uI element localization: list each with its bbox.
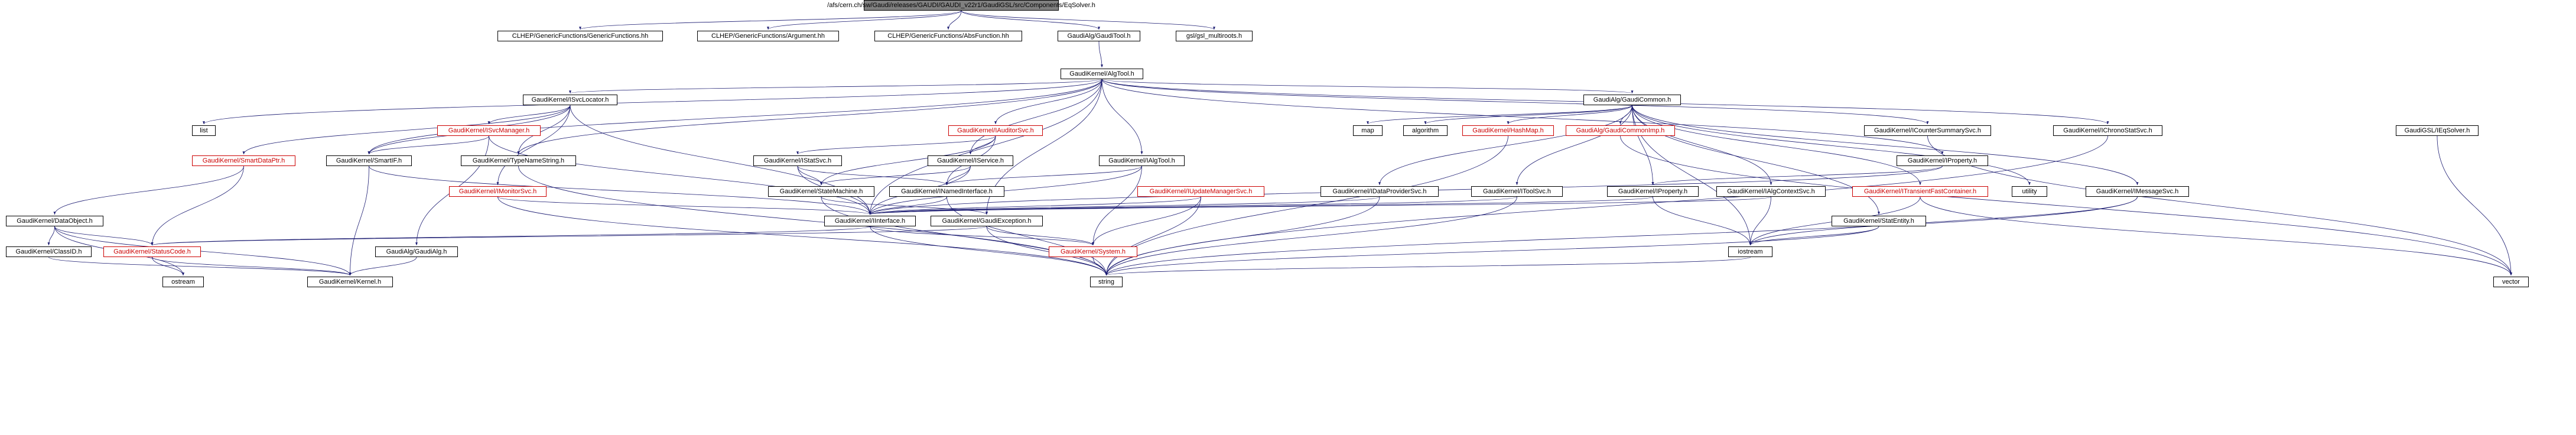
graph-edge: [961, 11, 1099, 30]
graph-edge: [987, 226, 1093, 245]
graph-edge: [1632, 105, 2138, 185]
graph-edge: [55, 226, 152, 245]
graph-node-label: GaudiKernel/IAuditorSvc.h: [957, 126, 1034, 134]
graph-node-label: GaudiKernel/ClassID.h: [15, 248, 82, 255]
graph-node[interactable]: [375, 246, 458, 257]
graph-edge: [821, 166, 971, 185]
graph-node[interactable]: [1852, 186, 1988, 197]
graph-node[interactable]: [1583, 95, 1681, 105]
graph-edge: [55, 226, 350, 275]
graph-edge: [971, 79, 1102, 154]
graph-edge: [798, 166, 947, 185]
graph-node-label: GaudiKernel/AlgTool.h: [1069, 70, 1134, 77]
graph-node[interactable]: [6, 216, 103, 226]
graph-node[interactable]: [1471, 186, 1563, 197]
graph-node[interactable]: [1716, 186, 1826, 197]
graph-edge: [1653, 166, 1943, 185]
graph-edge: [55, 166, 244, 215]
graph-node[interactable]: [1099, 155, 1185, 166]
graph-node[interactable]: [461, 155, 576, 166]
graph-node-label: GaudiKernel/IStatSvc.h: [763, 157, 832, 164]
graph-edge: [1751, 226, 1879, 245]
graph-edge: [1928, 136, 2512, 275]
graph-node[interactable]: [449, 186, 547, 197]
graph-node-label: GaudiAlg/GaudiTool.h: [1067, 32, 1131, 40]
graph-node[interactable]: [768, 186, 874, 197]
graph-node[interactable]: [824, 216, 916, 226]
graph-edge: [1653, 197, 1751, 245]
graph-node-label: GaudiKernel/IDataProviderSvc.h: [1332, 187, 1427, 195]
graph-edge: [1102, 79, 1943, 154]
graph-node-label: GaudiKernel/IInterface.h: [834, 217, 906, 225]
graph-node-label: GaudiKernel/IProperty.h: [1618, 187, 1688, 195]
graph-edge: [870, 197, 1771, 215]
graph-edge: [1107, 197, 1380, 275]
graph-edge: [947, 166, 1142, 185]
graph-node-label: string: [1098, 278, 1114, 285]
graph-edge: [947, 197, 1107, 275]
graph-edge: [1107, 197, 1201, 275]
graph-node[interactable]: [2086, 186, 2189, 197]
graph-node[interactable]: [948, 125, 1043, 136]
graph-node[interactable]: [1058, 31, 1140, 41]
graph-node-label: GaudiKernel/ICounterSummarySvc.h: [1874, 126, 1981, 134]
graph-edge: [1102, 79, 1928, 124]
graph-edge: [971, 136, 996, 154]
graph-node[interactable]: [1566, 125, 1675, 136]
graph-node-label: GaudiKernel/StateMachine.h: [779, 187, 863, 195]
graph-edge: [821, 197, 987, 215]
graph-edge: [152, 166, 244, 245]
graph-node-label: GaudiKernel/TypeNameString.h: [472, 157, 565, 164]
graph-node[interactable]: [1320, 186, 1439, 197]
graph-node[interactable]: [1462, 125, 1554, 136]
graph-node-label: GaudiKernel/SmartDataPtr.h: [202, 157, 285, 164]
graph-node[interactable]: [1864, 125, 1991, 136]
graph-edge: [570, 79, 1102, 93]
graph-edge: [1632, 105, 2030, 185]
graph-node[interactable]: [162, 277, 204, 287]
graph-edge: [798, 166, 821, 185]
graph-node-label: GaudiKernel/Kernel.h: [318, 278, 382, 285]
graph-edge: [1751, 197, 2138, 245]
graph-edge: [498, 197, 1107, 275]
graph-edge: [1107, 197, 2138, 275]
graph-node[interactable]: [6, 246, 92, 257]
graph-edge: [1102, 79, 1142, 154]
graph-node-label: CLHEP/GenericFunctions/GenericFunctions.hh: [512, 32, 649, 40]
graph-edge: [1102, 79, 1632, 93]
graph-edge: [369, 136, 489, 154]
graph-edge: [519, 79, 1102, 154]
graph-node-label: GaudiKernel/IAlgTool.h: [1108, 157, 1175, 164]
graph-edge: [489, 136, 870, 215]
graph-node[interactable]: [1728, 246, 1772, 257]
graph-node-label: GaudiKernel/ISvcManager.h: [448, 126, 530, 134]
graph-edge: [49, 226, 55, 245]
graph-node-label: utility: [2022, 187, 2037, 195]
graph-node[interactable]: [192, 125, 216, 136]
graph-edge: [498, 105, 571, 185]
graph-edge: [152, 257, 350, 275]
graph-node[interactable]: [192, 155, 295, 166]
graph-edge: [1107, 257, 1751, 275]
graph-node[interactable]: [753, 155, 842, 166]
graph-edge: [996, 79, 1102, 124]
graph-node-label: GaudiAlg/GaudiAlg.h: [386, 248, 447, 255]
graph-node[interactable]: [931, 216, 1043, 226]
graph-node-label: GaudiKernel/System.h: [1060, 248, 1126, 255]
graph-edge: [2437, 136, 2511, 275]
graph-node[interactable]: [523, 95, 617, 105]
graph-edge: [768, 11, 961, 30]
graph-node[interactable]: [2053, 125, 2162, 136]
graph-edge: [870, 226, 1094, 245]
graph-edge: [1107, 197, 1517, 275]
graph-edge: [580, 11, 961, 30]
graph-edge: [1093, 257, 1107, 275]
graph-node-label: vector: [2502, 278, 2520, 285]
graph-node-label: GaudiKernel/HashMap.h: [1472, 126, 1544, 134]
graph-node-label: GaudiKernel/IMessageSvc.h: [2096, 187, 2179, 195]
graph-node-label: map: [1361, 126, 1374, 134]
graph-node-label: ostream: [171, 278, 195, 285]
graph-node[interactable]: [1353, 125, 1383, 136]
graph-node[interactable]: [437, 125, 541, 136]
graph-edge: [1632, 105, 1879, 215]
graph-node-label: GaudiKernel/IChronoStatSvc.h: [2063, 126, 2152, 134]
graph-node[interactable]: [103, 246, 201, 257]
graph-node[interactable]: [889, 186, 1004, 197]
graph-edge: [498, 197, 870, 215]
graph-node-label: GaudiAlg/GaudiCommon.h: [1593, 96, 1671, 103]
graph-node[interactable]: [1049, 246, 1137, 257]
graph-node-label: GaudiKernel/SmartIF.h: [336, 157, 402, 164]
graph-node-label: GaudiKernel/INamedInterface.h: [901, 187, 993, 195]
graph-node[interactable]: [1137, 186, 1264, 197]
graph-node-label: CLHEP/GenericFunctions/Argument.hh: [711, 32, 825, 40]
graph-node[interactable]: [1176, 31, 1253, 41]
graph-edge: [1632, 105, 1653, 185]
graph-edge: [489, 105, 571, 124]
graph-node-label: /afs/cern.ch/sw/Gaudi/releases/GAUDI/GAUDI_v22r1/GaudiGSL/src/Components/EqSolver.h: [827, 1, 1095, 9]
graph-node-label: GaudiKernel/IProperty.h: [1907, 157, 1977, 164]
graph-node-label: GaudiKernel/StatusCode.h: [113, 248, 191, 255]
graph-node[interactable]: [1403, 125, 1448, 136]
graph-node-label: GaudiKernel/IMonitorSvc.h: [458, 187, 537, 195]
graph-node[interactable]: [2396, 125, 2479, 136]
graph-node-label: GaudiGSL/IEqSolver.h: [2404, 126, 2470, 134]
graph-node[interactable]: [1832, 216, 1926, 226]
graph-edge: [1093, 197, 1201, 245]
graph-node-label: CLHEP/GenericFunctions/AbsFunction.hh: [887, 32, 1009, 40]
graph-edge: [1093, 166, 1142, 245]
graph-edge: [49, 257, 350, 275]
graph-edge: [870, 197, 1653, 215]
graph-edge: [1920, 197, 2511, 275]
graph-node-label: GaudiKernel/IService.h: [936, 157, 1004, 164]
graph-node[interactable]: [874, 31, 1022, 41]
graph-edge: [870, 197, 1380, 215]
graph-edge: [1621, 105, 1632, 124]
graph-node-label: GaudiKernel/ITransientFastContainer.h: [1863, 187, 1977, 195]
graph-edge: [947, 166, 971, 185]
graph-edge: [152, 226, 870, 245]
graph-node-label: GaudiKernel/IToolSvc.h: [1483, 187, 1551, 195]
graph-edge: [152, 257, 184, 275]
graph-edge: [1632, 105, 1921, 185]
graph-edge: [948, 11, 961, 30]
graph-node-label: GaudiAlg/GaudiCommonImp.h: [1576, 126, 1665, 134]
graph-edge: [870, 197, 947, 215]
graph-edge: [350, 257, 417, 275]
graph-node-label: GaudiKernel/GaudiException.h: [942, 217, 1032, 225]
graph-node[interactable]: [2493, 277, 2529, 287]
graph-node-label: GaudiKernel/IUpdateManagerSvc.h: [1149, 187, 1253, 195]
graph-edge: [798, 136, 996, 154]
graph-edge: [1517, 105, 1632, 185]
graph-edge: [152, 226, 987, 245]
graph-node[interactable]: [1897, 155, 1988, 166]
graph-edge: [1426, 105, 1632, 124]
graph-node-label: GaudiKernel/ISvcLocator.h: [531, 96, 609, 103]
graph-node[interactable]: [1061, 69, 1143, 79]
graph-edge: [1751, 197, 1771, 245]
graph-node-label: iostream: [1738, 248, 1763, 255]
graph-edge: [961, 11, 1214, 30]
graph-node[interactable]: [307, 277, 393, 287]
graph-node[interactable]: [2012, 186, 2047, 197]
graph-node-label: GaudiKernel/DataObject.h: [17, 217, 93, 225]
graph-edge: [1099, 41, 1102, 67]
graph-node[interactable]: [1090, 277, 1123, 287]
graph-node[interactable]: [497, 31, 663, 41]
graph-edge: [204, 79, 1102, 124]
graph-node-label: GaudiKernel/StatEntity.h: [1843, 217, 1914, 225]
graph-edge: [1380, 105, 1632, 185]
graph-edge: [369, 79, 1102, 154]
graph-edge: [1508, 105, 1632, 124]
graph-node[interactable]: [697, 31, 839, 41]
graph-edge: [870, 197, 1201, 215]
graph-node-label: gsl/gsl_multiroots.h: [1186, 32, 1243, 40]
graph-node[interactable]: [928, 155, 1013, 166]
graph-node-label: list: [200, 126, 208, 134]
graph-node[interactable]: [326, 155, 412, 166]
graph-edge: [1368, 105, 1632, 124]
graph-edge: [821, 197, 1107, 275]
graph-node-label: algorithm: [1411, 126, 1439, 134]
graph-edge: [1632, 105, 1771, 185]
graph-edge: [870, 197, 1517, 215]
graph-edge: [350, 166, 369, 275]
graph-node-label: GaudiKernel/IAlgContextSvc.h: [1727, 187, 1815, 195]
graph-node[interactable]: [827, 0, 1095, 11]
graph-node[interactable]: [1607, 186, 1699, 197]
